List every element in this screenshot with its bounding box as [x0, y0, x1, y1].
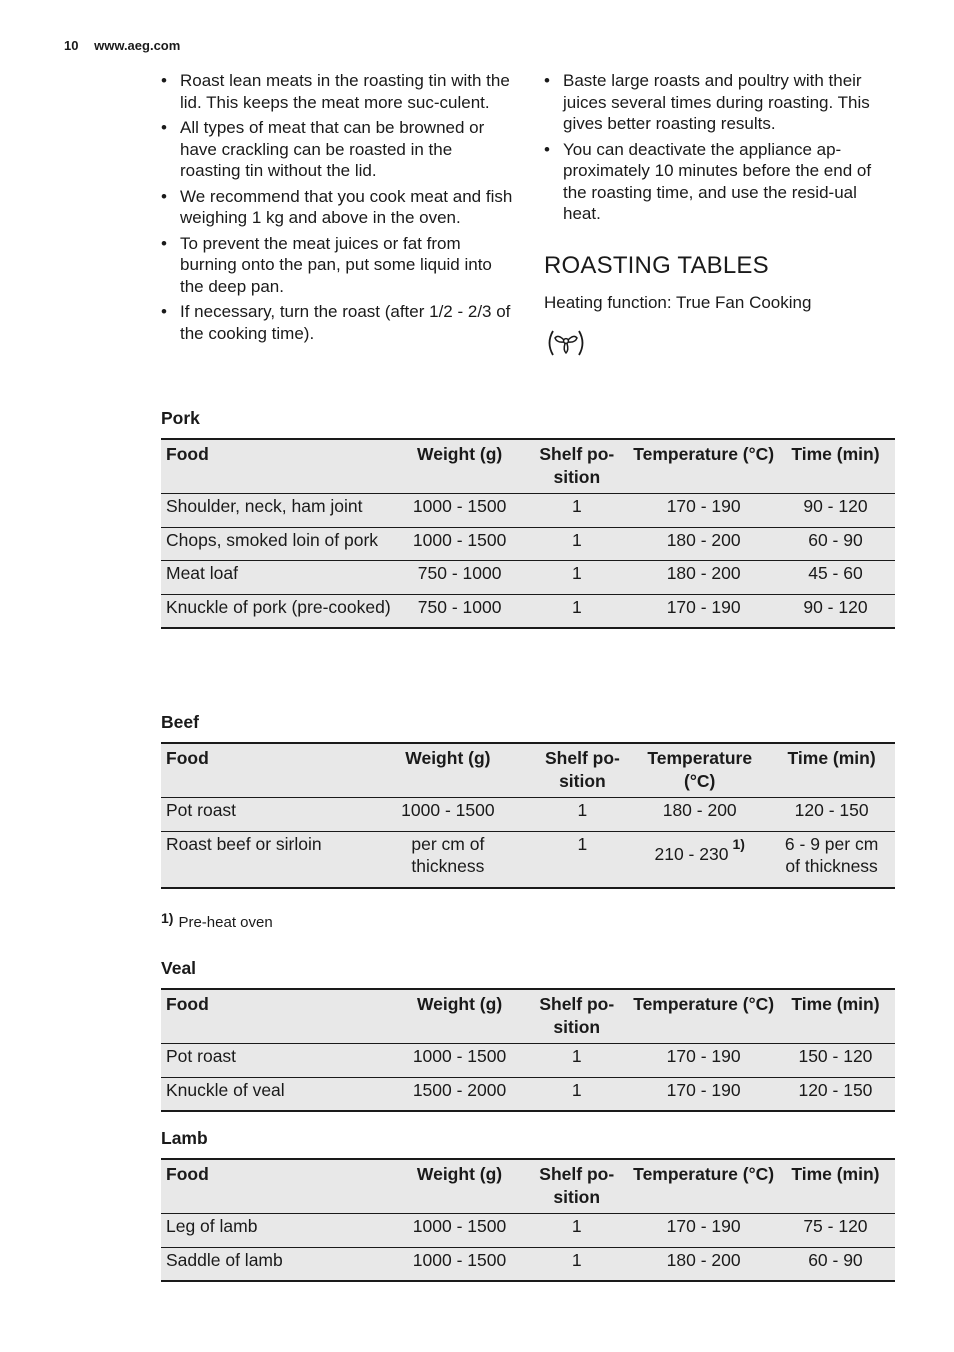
header-shelf: Shelf po-sition — [539, 444, 615, 487]
lamb-label: Lamb — [161, 1128, 208, 1148]
right-column — [544, 70, 896, 358]
header-time: Time (min) — [791, 1164, 880, 1184]
pork-table — [161, 438, 895, 629]
table-header-row — [161, 743, 895, 798]
right-bullet-list — [544, 70, 896, 225]
header-temperature: Temperature (°C) — [647, 748, 753, 791]
true-fan-cooking-icon — [544, 328, 588, 358]
left-bullet-list — [161, 70, 513, 344]
table-row: Saddle of lamb 1000 - 1500 1 180 - 200 60 - 90 — [161, 1247, 895, 1281]
table-header-row — [161, 439, 895, 494]
header-weight: Weight (g) — [417, 444, 503, 464]
table-header-row — [161, 989, 895, 1044]
header-food: Food — [166, 994, 209, 1014]
header-shelf: Shelf po-sition — [539, 994, 615, 1037]
header-food: Food — [166, 748, 209, 768]
header-food: Food — [166, 1164, 209, 1184]
header-weight: Weight (g) — [416, 994, 503, 1014]
section-title: ROASTING TABLES — [544, 251, 769, 279]
website-url: www.aeg.com — [94, 38, 181, 53]
header-weight: Weight (g) — [405, 748, 491, 768]
page-header — [64, 38, 180, 53]
list-item: • Roast lean meats in the roasting tin with the lid. This keeps the meat more suc-culent. — [161, 71, 510, 112]
veal-label: Veal — [161, 958, 197, 978]
beef-footnote: 1) Pre-heat oven — [161, 910, 273, 931]
list-item: • If necessary, turn the roast (after 1/2 - 2/3 of the cooking time). — [161, 302, 511, 343]
list-item: • We recommend that you cook meat and fish weighing 1 kg and above in the oven. — [161, 186, 513, 227]
left-column — [161, 70, 513, 348]
lamb-table — [161, 1158, 895, 1282]
footnote-marker: 1) — [732, 835, 745, 852]
table-header-row — [161, 1159, 895, 1214]
list-item: • All types of meat that can be browned or have crackling can be roasted in the roasting tin without the lid. — [161, 118, 485, 180]
table-row: Leg of lamb 1000 - 1500 1 170 - 190 75 - 120 — [161, 1214, 895, 1248]
page-number: 10 — [64, 38, 79, 53]
list-item: • Baste large roasts and poultry with their juices several times during roasting. This gives better roasting results. — [544, 71, 870, 133]
list-item: • You can deactivate the appliance ap-proximately 10 minutes before the end of the roasting time, and use the resid-ual heat. — [544, 139, 872, 223]
header-weight: Weight (g) — [416, 1164, 503, 1184]
table-row: Shoulder, neck, ham joint 1000 - 1500 1 170 - 190 90 - 120 — [161, 494, 895, 528]
header-time: Time (min) — [791, 994, 880, 1014]
header-temperature: Temperature (°C) — [633, 444, 775, 464]
list-item: • To prevent the meat juices or fat from burning onto the pan, put some liquid into the deep pan. — [161, 233, 492, 296]
header-food: Food — [166, 444, 209, 464]
table-row: Meat loaf 750 - 1000 1 180 - 200 45 - 60 — [161, 561, 895, 595]
header-temperature: Temperature (°C) — [633, 994, 775, 1014]
heating-function-text: Heating function: True Fan Cooking — [544, 292, 812, 312]
pork-label: Pork — [161, 408, 200, 428]
header-time: Time (min) — [791, 444, 880, 464]
table-row: Knuckle of veal 1500 - 2000 1 170 - 190 120 - 150 — [161, 1077, 895, 1111]
table-row: Pot roast 1000 - 1500 1 180 - 200 120 - 150 — [161, 798, 895, 832]
header-temperature: Temperature (°C) — [633, 1164, 775, 1184]
table-row: Knuckle of pork (pre-cooked) 750 - 1000 1 170 - 190 90 - 120 — [161, 594, 895, 628]
table-row: Pot roast 1000 - 1500 1 170 - 190 150 - 120 — [161, 1044, 895, 1078]
veal-table — [161, 988, 895, 1112]
table-row: Chops, smoked loin of pork 1000 - 1500 1 180 - 200 60 - 90 — [161, 527, 895, 561]
beef-label: Beef — [161, 712, 199, 732]
table-row: Roast beef or sirloin per cm of thickness 1 210 - 230 $^{1)}$ 6 - 9 per cm of thickness — [161, 831, 895, 888]
header-shelf: Shelf po-sition — [544, 748, 620, 791]
beef-table — [161, 742, 895, 889]
header-time: Time (min) — [787, 748, 876, 768]
header-shelf: Shelf po-sition — [539, 1164, 615, 1207]
